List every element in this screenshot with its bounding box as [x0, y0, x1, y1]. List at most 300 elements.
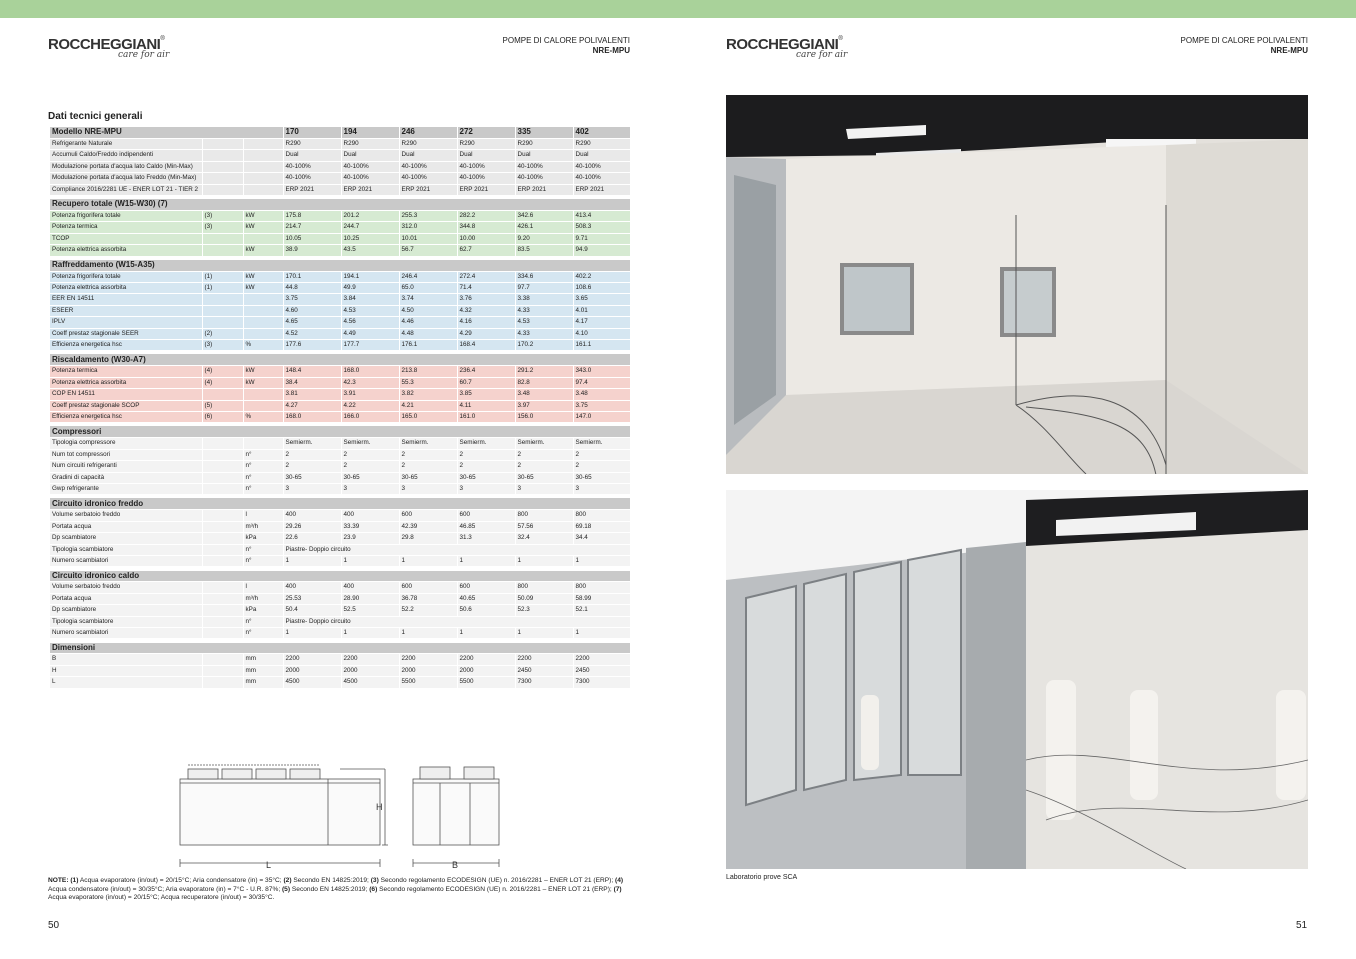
row-value: 7300: [573, 677, 630, 688]
table-row: [50, 305, 630, 316]
row-value: 2000: [457, 665, 515, 676]
row-label: TCOP: [50, 233, 202, 244]
row-value: 3.65: [573, 294, 630, 305]
row-value: 3.75: [283, 294, 341, 305]
row-value: 4.60: [283, 305, 341, 316]
row-value: Dual: [283, 150, 341, 161]
row-unit: [243, 294, 283, 305]
row-unit: n°: [243, 628, 283, 639]
row-value: 30-65: [515, 472, 573, 483]
row-note: [202, 173, 243, 184]
row-value: R290: [457, 138, 515, 149]
row-value: 175.8: [283, 210, 341, 221]
row-note: (2): [202, 328, 243, 339]
row-value: 402.2: [573, 271, 630, 282]
row-value: 2200: [457, 654, 515, 665]
brand-tagline: care for air: [118, 50, 170, 60]
row-value: ERP 2021: [515, 184, 573, 195]
section-title: Dati tecnici generali: [48, 111, 143, 122]
row-value: 97.7: [515, 282, 573, 293]
page-header: [430, 36, 630, 56]
row-value: 30-65: [341, 472, 399, 483]
row-note: (1): [202, 282, 243, 293]
row-value: 2200: [573, 654, 630, 665]
table-row: [50, 138, 630, 149]
row-value: 2: [283, 461, 341, 472]
row-unit: [243, 328, 283, 339]
row-value: 400: [283, 510, 341, 521]
row-value: Semierm.: [573, 438, 630, 449]
row-value: 2: [573, 449, 630, 460]
row-unit: %: [243, 411, 283, 422]
row-label: B: [50, 654, 202, 665]
row-value: 42.39: [399, 521, 457, 532]
row-value: 56.7: [399, 245, 457, 256]
row-value: 4.46: [399, 317, 457, 328]
row-value: 3.74: [399, 294, 457, 305]
row-value: 3: [515, 483, 573, 494]
row-value: 22.6: [283, 533, 341, 544]
row-value: 2: [515, 461, 573, 472]
row-value: 400: [341, 582, 399, 593]
row-value: 3.85: [457, 389, 515, 400]
row-value: ERP 2021: [457, 184, 515, 195]
row-note: [202, 233, 243, 244]
row-unit: kPa: [243, 605, 283, 616]
row-value: 4.32: [457, 305, 515, 316]
row-value: 42.3: [341, 377, 399, 388]
row-note: [202, 483, 243, 494]
note-text: Acqua evaporatore (in/out) = 20/15°C; Aria condensatore (in) = 35°C;: [78, 877, 284, 884]
table-row: [50, 150, 630, 161]
unit-dimension-drawing: [170, 743, 510, 878]
note-text: Acqua condensatore (in/out) = 30/35°C; Aria evaporatore (in) = 7°C - U.R. 87%;: [48, 885, 282, 893]
row-value: 82.8: [515, 377, 573, 388]
row-unit: [243, 233, 283, 244]
row-note: (5): [202, 400, 243, 411]
row-value: 3.48: [573, 389, 630, 400]
row-note: [202, 161, 243, 172]
row-unit: mm: [243, 654, 283, 665]
row-value: 50.6: [457, 605, 515, 616]
table-row: [50, 556, 630, 567]
row-unit: n°: [243, 449, 283, 460]
row-value: 3: [341, 483, 399, 494]
row-label: Portata acqua: [50, 593, 202, 604]
row-value: 94.9: [573, 245, 630, 256]
row-value: Semierm.: [283, 438, 341, 449]
section-header-row: [50, 426, 630, 437]
row-value: 2200: [515, 654, 573, 665]
row-value: 272.4: [457, 271, 515, 282]
note-ref: (3): [370, 877, 379, 884]
row-value: 3.97: [515, 400, 573, 411]
photo-caption: Laboratorio prove SCA: [726, 874, 798, 881]
row-label: Potenza frigorifera totale: [50, 210, 202, 221]
row-value: 40-100%: [283, 173, 341, 184]
table-row: [50, 605, 630, 616]
header-line1: POMPE DI CALORE POLIVALENTI: [1180, 36, 1308, 45]
row-value: 1: [283, 556, 341, 567]
row-value: 2000: [341, 665, 399, 676]
row-unit: %: [243, 339, 283, 350]
row-value: 40-100%: [515, 161, 573, 172]
row-unit: [243, 389, 283, 400]
table-row: [50, 449, 630, 460]
row-value: Dual: [457, 150, 515, 161]
row-value: 97.4: [573, 377, 630, 388]
row-value: 800: [573, 582, 630, 593]
row-value: 148.4: [283, 366, 341, 377]
model-header: 246: [399, 127, 457, 138]
row-note: [202, 628, 243, 639]
row-value: 194.1: [341, 271, 399, 282]
row-value: 71.4: [457, 282, 515, 293]
row-label: H: [50, 665, 202, 676]
row-value: 40-100%: [399, 161, 457, 172]
row-value: 40-100%: [457, 161, 515, 172]
row-value: 40-100%: [515, 173, 573, 184]
row-value: 40-100%: [341, 161, 399, 172]
row-value: 426.1: [515, 222, 573, 233]
row-value: 36.78: [399, 593, 457, 604]
row-value: 3: [457, 483, 515, 494]
row-value: 600: [399, 510, 457, 521]
header-line2: NRE-MPU: [592, 46, 630, 55]
side-view: [180, 765, 388, 867]
row-value: ERP 2021: [573, 184, 630, 195]
row-value: 50.09: [515, 593, 573, 604]
row-value: 49.9: [341, 282, 399, 293]
row-value: 1: [573, 556, 630, 567]
row-value: 2: [283, 449, 341, 460]
row-value: 344.8: [457, 222, 515, 233]
row-label: Dp scambiatore: [50, 605, 202, 616]
row-value: 2: [457, 449, 515, 460]
table-row: [50, 472, 630, 483]
row-note: (4): [202, 366, 243, 377]
row-note: [202, 438, 243, 449]
row-unit: [243, 150, 283, 161]
row-label: Potenza elettrica assorbita: [50, 282, 202, 293]
row-unit: l: [243, 510, 283, 521]
row-value: 291.2: [515, 366, 573, 377]
row-value: 57.56: [515, 521, 573, 532]
row-note: [202, 317, 243, 328]
row-value: 52.3: [515, 605, 573, 616]
note-ref: (6): [369, 885, 378, 893]
note-text: Secondo EN 14825:2019;: [290, 885, 370, 893]
row-value: 23.9: [341, 533, 399, 544]
row-value: ERP 2021: [399, 184, 457, 195]
row-value: 4500: [341, 677, 399, 688]
row-label: ESEER: [50, 305, 202, 316]
row-value: 413.4: [573, 210, 630, 221]
table-row: [50, 339, 630, 350]
row-value: 65.0: [399, 282, 457, 293]
row-value: 40-100%: [573, 161, 630, 172]
table-row: [50, 328, 630, 339]
section-header-row: [50, 260, 630, 271]
brand-name: ROCCHEGGIANI: [48, 36, 161, 53]
row-label: Compliance 2016/2281 UE - ENER LOT 21 - TIER 2: [50, 184, 202, 195]
brand-name: ROCCHEGGIANI: [726, 36, 839, 53]
table-row: [50, 271, 630, 282]
row-value: 38.9: [283, 245, 341, 256]
row-value: 3: [283, 483, 341, 494]
row-value: 69.18: [573, 521, 630, 532]
lab-room-photo: [726, 95, 1308, 474]
row-note: (1): [202, 271, 243, 282]
row-value: 161.0: [457, 411, 515, 422]
row-label: Volume serbatoio freddo: [50, 510, 202, 521]
row-value: 246.4: [399, 271, 457, 282]
row-value: 4.65: [283, 317, 341, 328]
table-row: [50, 677, 630, 688]
row-value: R290: [399, 138, 457, 149]
row-value: 5500: [399, 677, 457, 688]
row-unit: m³/h: [243, 521, 283, 532]
section-header: Riscaldamento (W30-A7): [50, 354, 630, 365]
row-note: [202, 138, 243, 149]
row-value: 4.48: [399, 328, 457, 339]
row-value: 34.4: [573, 533, 630, 544]
row-value: 60.7: [457, 377, 515, 388]
row-value: 25.53: [283, 593, 341, 604]
row-value: 400: [341, 510, 399, 521]
row-value: 9.20: [515, 233, 573, 244]
row-value: 52.1: [573, 605, 630, 616]
row-note: (4): [202, 377, 243, 388]
section-header-row: [50, 571, 630, 582]
row-value: Dual: [341, 150, 399, 161]
row-value: 3.75: [573, 400, 630, 411]
row-value: 10.25: [341, 233, 399, 244]
row-value: 170.2: [515, 339, 573, 350]
row-label: Potenza termica: [50, 366, 202, 377]
section-header-row: [50, 498, 630, 509]
note-ref: (2): [283, 877, 292, 884]
note-ref: (7): [613, 885, 622, 893]
table-row: [50, 161, 630, 172]
model-header: 194: [341, 127, 399, 138]
row-value: 3: [573, 483, 630, 494]
row-note: [202, 654, 243, 665]
row-note: [202, 556, 243, 567]
row-value: 4.22: [341, 400, 399, 411]
row-unit: [243, 400, 283, 411]
row-label: Coeff prestaz stagionale SCOP: [50, 400, 202, 411]
row-label: Volume serbatoio freddo: [50, 582, 202, 593]
row-value: 2: [573, 461, 630, 472]
row-value: Semierm.: [457, 438, 515, 449]
table-row: [50, 461, 630, 472]
row-unit: [243, 184, 283, 195]
table-row: [50, 510, 630, 521]
row-value: 9.71: [573, 233, 630, 244]
row-value: 161.1: [573, 339, 630, 350]
row-unit: kW: [243, 366, 283, 377]
row-label: Portata acqua: [50, 521, 202, 532]
row-label: Numero scambiatori: [50, 556, 202, 567]
row-value: 3.76: [457, 294, 515, 305]
row-label: Coeff prestaz stagionale SEER: [50, 328, 202, 339]
row-label: Accumuli Caldo/Freddo indipendenti: [50, 150, 202, 161]
row-unit: kW: [243, 222, 283, 233]
row-note: (3): [202, 210, 243, 221]
row-value: 52.5: [341, 605, 399, 616]
row-label: Potenza frigorifera totale: [50, 271, 202, 282]
row-value: 600: [399, 582, 457, 593]
row-value: 2450: [515, 665, 573, 676]
row-value: ERP 2021: [283, 184, 341, 195]
row-value: 4.01: [573, 305, 630, 316]
table-row: [50, 366, 630, 377]
table-row: [50, 294, 630, 305]
brand-logo: [726, 36, 866, 62]
table-row: [50, 616, 630, 627]
row-value: 600: [457, 582, 515, 593]
row-value: 800: [515, 510, 573, 521]
row-value: 3.91: [341, 389, 399, 400]
row-value: 28.90: [341, 593, 399, 604]
row-note: [202, 245, 243, 256]
row-unit: kW: [243, 282, 283, 293]
table-row: [50, 282, 630, 293]
row-value: 2000: [399, 665, 457, 676]
row-value: 1: [515, 556, 573, 567]
table-row: [50, 521, 630, 532]
table-row: [50, 245, 630, 256]
dimension-label-l: L: [266, 860, 272, 870]
row-value: 2200: [283, 654, 341, 665]
row-value: 4.27: [283, 400, 341, 411]
row-note: (3): [202, 222, 243, 233]
page-number: 51: [1296, 920, 1308, 931]
row-value: R290: [283, 138, 341, 149]
row-value: 1: [341, 628, 399, 639]
row-value: 342.6: [515, 210, 573, 221]
table-row: [50, 233, 630, 244]
row-span-value: Piastre- Doppio circuito: [283, 616, 630, 627]
row-note: [202, 605, 243, 616]
row-value: 30-65: [283, 472, 341, 483]
row-unit: kW: [243, 377, 283, 388]
spec-table: [50, 127, 631, 689]
row-span-value: Piastre- Doppio circuito: [283, 544, 630, 555]
table-row: [50, 593, 630, 604]
row-value: ERP 2021: [341, 184, 399, 195]
row-value: 255.3: [399, 210, 457, 221]
row-value: 40-100%: [399, 173, 457, 184]
section-header: Circuito idronico freddo: [50, 498, 630, 509]
row-unit: kPa: [243, 533, 283, 544]
row-value: 4.33: [515, 328, 573, 339]
row-value: 176.1: [399, 339, 457, 350]
row-note: [202, 472, 243, 483]
row-unit: [243, 173, 283, 184]
row-value: 800: [515, 582, 573, 593]
row-note: [202, 593, 243, 604]
row-label: Potenza termica: [50, 222, 202, 233]
row-value: 2: [457, 461, 515, 472]
row-note: [202, 294, 243, 305]
row-value: 10.00: [457, 233, 515, 244]
row-value: 3.84: [341, 294, 399, 305]
row-label: Modulazione portata d'acqua lato Caldo (Min-Max): [50, 161, 202, 172]
row-value: 40-100%: [341, 173, 399, 184]
row-value: 33.39: [341, 521, 399, 532]
row-unit: n°: [243, 483, 283, 494]
row-label: Num circuiti refrigeranti: [50, 461, 202, 472]
row-unit: n°: [243, 472, 283, 483]
table-row: [50, 411, 630, 422]
row-value: Semierm.: [341, 438, 399, 449]
row-unit: kW: [243, 271, 283, 282]
row-value: 3.48: [515, 389, 573, 400]
row-note: (6): [202, 411, 243, 422]
row-value: 4.49: [341, 328, 399, 339]
row-unit: [243, 305, 283, 316]
row-value: 400: [283, 582, 341, 593]
table-row: [50, 665, 630, 676]
row-value: 10.01: [399, 233, 457, 244]
row-unit: [243, 317, 283, 328]
row-note: [202, 184, 243, 195]
row-value: 165.0: [399, 411, 457, 422]
row-value: 800: [573, 510, 630, 521]
row-value: 236.4: [457, 366, 515, 377]
table-row: [50, 184, 630, 195]
row-value: 3.82: [399, 389, 457, 400]
row-label: Potenza elettrica assorbita: [50, 377, 202, 388]
row-value: 4.50: [399, 305, 457, 316]
row-value: 40-100%: [283, 161, 341, 172]
brand-logo: [48, 36, 188, 62]
row-value: 4.16: [457, 317, 515, 328]
row-unit: n°: [243, 616, 283, 627]
note-ref: NOTE: (1): [48, 877, 79, 884]
table-row: [50, 210, 630, 221]
row-note: [202, 665, 243, 676]
row-value: 343.0: [573, 366, 630, 377]
section-header-row: [50, 199, 630, 210]
row-value: 4.56: [341, 317, 399, 328]
row-value: 30-65: [573, 472, 630, 483]
row-note: [202, 533, 243, 544]
row-value: 213.8: [399, 366, 457, 377]
row-value: 168.0: [283, 411, 341, 422]
row-value: 156.0: [515, 411, 573, 422]
section-header: Raffreddamento (W15-A35): [50, 260, 630, 271]
row-label: Potenza elettrica assorbita: [50, 245, 202, 256]
row-value: 1: [515, 628, 573, 639]
row-value: 312.0: [399, 222, 457, 233]
row-value: 7300: [515, 677, 573, 688]
section-header-row: [50, 354, 630, 365]
row-unit: [243, 161, 283, 172]
row-value: 2: [341, 461, 399, 472]
row-unit: [243, 438, 283, 449]
row-value: 177.7: [341, 339, 399, 350]
row-value: 4.21: [399, 400, 457, 411]
row-value: 168.4: [457, 339, 515, 350]
row-value: 244.7: [341, 222, 399, 233]
row-label: L: [50, 677, 202, 688]
footnotes: [48, 877, 632, 903]
row-value: 83.5: [515, 245, 573, 256]
row-value: 62.7: [457, 245, 515, 256]
